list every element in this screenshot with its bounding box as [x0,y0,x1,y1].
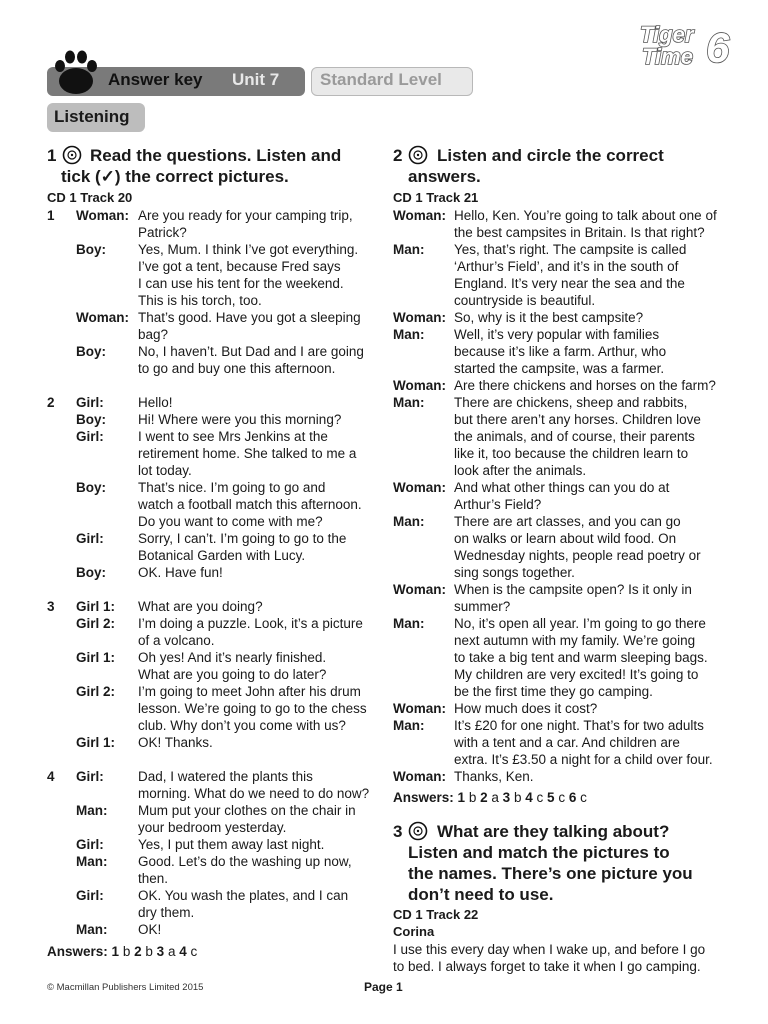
copyright: © Macmillan Publishers Limited 2015 [47,982,204,993]
answer-letter: c [190,944,198,959]
transcript-line: the best campsites in Britain. Is that right? [454,225,705,240]
transcript-line: Dad, I watered the plants this [138,769,313,784]
speaker-label: Girl: [76,837,104,852]
speaker-label: Woman: [393,378,446,393]
item-number: 2 [47,395,55,410]
transcript-line: That’s good. Have you got a sleeping [138,310,361,325]
transcript-line: but there aren’t any horses. Children love [454,412,701,427]
transcript-line: extra. It’s £3.50 a night for a child over four. [454,752,713,767]
transcript-line: ‘Arthur’s Field’, and it’s in the south of [454,259,679,274]
ex3-text-1: I use this every day when I wake up, and before I go [393,942,706,957]
transcript-line: Patrick? [138,225,187,240]
speaker-label: Man: [76,854,108,869]
transcript-line: Yes, I put them away last night. [138,837,325,852]
answer-key-label: Answer key [108,70,203,89]
transcript-line: OK! [138,922,162,937]
speaker-label: Boy: [76,565,106,580]
transcript-line: morning. What do we need to do now? [138,786,370,801]
ex1-answer-list [112,944,198,959]
transcript-line: When is the campsite open? Is it only in [454,582,692,597]
transcript-line: Hi! Where were you this morning? [138,412,342,427]
tiger-time-logo [638,18,758,78]
transcript-line: Hello, Ken. You’re going to talk about one of [454,208,717,223]
answer-number: 2 [134,944,142,959]
transcript-line: That’s nice. I’m going to go and [138,480,326,495]
item-number: 4 [47,769,55,784]
transcript-line: OK! Thanks. [138,735,213,750]
transcript-line: This is his torch, too. [138,293,262,308]
logo-line1: Tiger [640,22,694,47]
level-label: Standard Level [320,70,442,89]
cd-icon [408,145,428,165]
transcript-line: Well, it’s very popular with families [454,327,660,342]
speaker-label: Woman: [393,769,446,784]
answer-number: 3 [156,944,165,959]
answer-letter: b [122,944,131,959]
speaker-label: Girl: [76,429,104,444]
transcript-line: Are you ready for your camping trip, [138,208,353,223]
ex3-number: 3 [393,822,403,841]
ex1-title-1: Read the questions. Listen and [90,146,342,165]
ex1-track: CD 1 Track 20 [47,190,133,205]
item-number: 1 [47,208,55,223]
answer-number: 6 [568,790,577,805]
answer-letter: c [536,790,544,805]
transcript-line: summer? [454,599,511,614]
speaker-label: Girl: [76,769,104,784]
answer-letter: a [167,944,176,959]
transcript-line: because it’s like a farm. Arthur, who [454,344,667,359]
answer-number: 2 [480,790,488,805]
ex1-title-2: tick (✓) the correct pictures. [61,167,289,186]
answer-number: 3 [502,790,511,805]
speaker-label: Girl 2: [76,684,116,699]
ex2-track: CD 1 Track 21 [393,190,479,205]
transcript-line: next autumn with my family. We’re going [454,633,696,648]
answer-number: 4 [525,790,533,805]
speaker-label: Girl 1: [76,599,116,614]
speaker-label: Man: [393,616,425,631]
speaker-label: Man: [393,514,425,529]
transcript-line: Wednesday nights, people read poetry or [454,548,701,563]
speaker-label: Girl: [76,888,104,903]
transcript-line: on walks or learn about wild food. On [454,531,677,546]
transcript-line: Oh yes! And it’s nearly finished. [138,650,327,665]
answer-letter: a [491,790,499,805]
ex2-number: 2 [393,146,403,165]
ex2-title-2: answers. [408,167,481,186]
ex3-title-1: What are they talking about? [437,822,670,841]
ex1-number: 1 [47,146,57,165]
transcript-line: My children are very excited! It’s going to [454,667,699,682]
transcript-line: countryside is beautiful. [454,293,596,308]
transcript-line: Botanical Garden with Lucy. [138,548,306,563]
transcript-line: lesson. We’re going to go to the chess [138,701,367,716]
transcript-line: And what other things can you do at [454,480,670,495]
transcript-line: Hello! [138,395,173,410]
transcript-line: look after the animals. [454,463,587,478]
transcript-line: watch a football match this afternoon. [138,497,362,512]
ex3-text-2: to bed. I always forget to take it when I go camping. [393,959,701,974]
transcript-line: What are you going to do later? [138,667,327,682]
cd-icon [408,821,428,841]
transcript-line: How much does it cost? [454,701,598,716]
paw-icon [50,46,102,98]
answers-label: Answers: [393,790,454,805]
transcript-line: bag? [138,327,169,342]
transcript-line: Thanks, Ken. [454,769,534,784]
speaker-label: Man: [76,922,108,937]
ex3-title-3: the names. There’s one picture you [408,864,693,883]
transcript-line: I went to see Mrs Jenkins at the [138,429,328,444]
speaker-label: Woman: [393,310,446,325]
speaker-label: Man: [393,242,425,257]
transcript-line: lot today. [138,463,192,478]
answer-letter: b [513,790,522,805]
transcript-line: club. Why don’t you come with us? [138,718,346,733]
ex3-title-2: Listen and match the pictures to [408,843,670,862]
transcript-line: Mum put your clothes on the chair in [138,803,356,818]
transcript-line: Yes, Mum. I think I’ve got everything. [138,242,359,257]
transcript-line: dry them. [138,905,195,920]
speaker-label: Woman: [393,582,446,597]
transcript-line: What are you doing? [138,599,263,614]
speaker-label: Girl: [76,531,104,546]
transcript-line: OK. You wash the plates, and I can [138,888,349,903]
ex3-speaker: Corina [393,924,435,939]
speaker-label: Woman: [393,480,446,495]
ex3-track: CD 1 Track 22 [393,907,479,922]
transcript-line: Yes, that’s right. The campsite is called [454,242,687,257]
transcript-line: I’m doing a puzzle. Look, it’s a picture [138,616,363,631]
speaker-label: Boy: [76,480,106,495]
speaker-label: Woman: [393,208,446,223]
transcript-line: Sorry, I can’t. I’m going to go to the [138,531,347,546]
speaker-label: Woman: [76,310,129,325]
answer-number: 5 [547,790,555,805]
transcript-line: Do you want to come with me? [138,514,323,529]
speaker-label: Girl 1: [76,650,116,665]
answer-letter: b [145,944,153,959]
transcript-line: There are chickens, sheep and rabbits, [454,395,688,410]
transcript-line: I’ve got a tent, because Fred says [138,259,341,274]
logo-line2: Time [642,44,693,69]
answer-letter: c [580,790,587,805]
speaker-label: Man: [76,803,108,818]
transcript-line: There are art classes, and you can go [454,514,681,529]
transcript-line: with a tent and a car. And children are [454,735,680,750]
speaker-label: Woman: [393,701,446,716]
answer-number: 1 [111,944,120,959]
unit-label: Unit 7 [232,70,280,89]
answer-number: 4 [179,944,187,959]
transcript-line: I’m going to meet John after his drum [138,684,361,699]
speaker-label: Boy: [76,344,106,359]
speaker-label: Man: [393,327,425,342]
transcript-line: like it, too because the children learn to [454,446,689,461]
item-number: 3 [47,599,55,614]
transcript-line: Arthur’s Field? [454,497,542,512]
ex2-answer-list [458,790,587,805]
transcript-line: retirement home. She talked to me a [138,446,357,461]
ex2-title-1: Listen and circle the correct [437,146,664,165]
answers-label: Answers: [47,944,108,959]
answer-number: 1 [457,790,466,805]
answer-letter: c [558,790,566,805]
transcript-line: to take a big tent and warm sleeping bags. [454,650,708,665]
ex2-answers [393,789,587,806]
ex3-title-4: don’t need to use. [408,885,554,904]
speaker-label: Girl 1: [76,735,116,750]
cd-icon [62,145,82,165]
speaker-label: Girl: [76,395,104,410]
transcript-line: OK. Have fun! [138,565,223,580]
speaker-label: Woman: [76,208,129,223]
speaker-label: Boy: [76,412,106,427]
transcript-line: England. It’s very near the sea and the [454,276,685,291]
transcript-line: It’s £20 for one night. That’s for two adults [454,718,704,733]
speaker-label: Boy: [76,242,106,257]
page-number: Page 1 [364,980,403,994]
speaker-label: Man: [393,395,425,410]
transcript-line: then. [138,871,169,886]
logo-level: 6 [706,24,730,71]
transcript-line: your bedroom yesterday. [138,820,287,835]
speaker-label: Girl 2: [76,616,116,631]
transcript-line: Are there chickens and horses on the farm? [454,378,716,393]
ex1-answers [47,943,197,960]
transcript-line: the animals, and of course, their parents [454,429,695,444]
transcript-line: I can use his tent for the weekend. [138,276,344,291]
transcript-line: started the campsite, was a farmer. [454,361,665,376]
transcript-line: sing songs together. [454,565,575,580]
transcript-line: So, why is it the best campsite? [454,310,644,325]
answer-letter: b [468,790,477,805]
transcript-line: of a volcano. [138,633,215,648]
transcript-line: be the first time they go camping. [454,684,653,699]
speaker-label: Man: [393,718,425,733]
transcript-line: Good. Let’s do the washing up now, [138,854,352,869]
section-title: Listening [54,107,130,126]
transcript-line: No, it’s open all year. I’m going to go there [454,616,706,631]
transcript-line: No, I haven’t. But Dad and I are going [138,344,364,359]
transcript-line: to go and buy one this afternoon. [138,361,336,376]
